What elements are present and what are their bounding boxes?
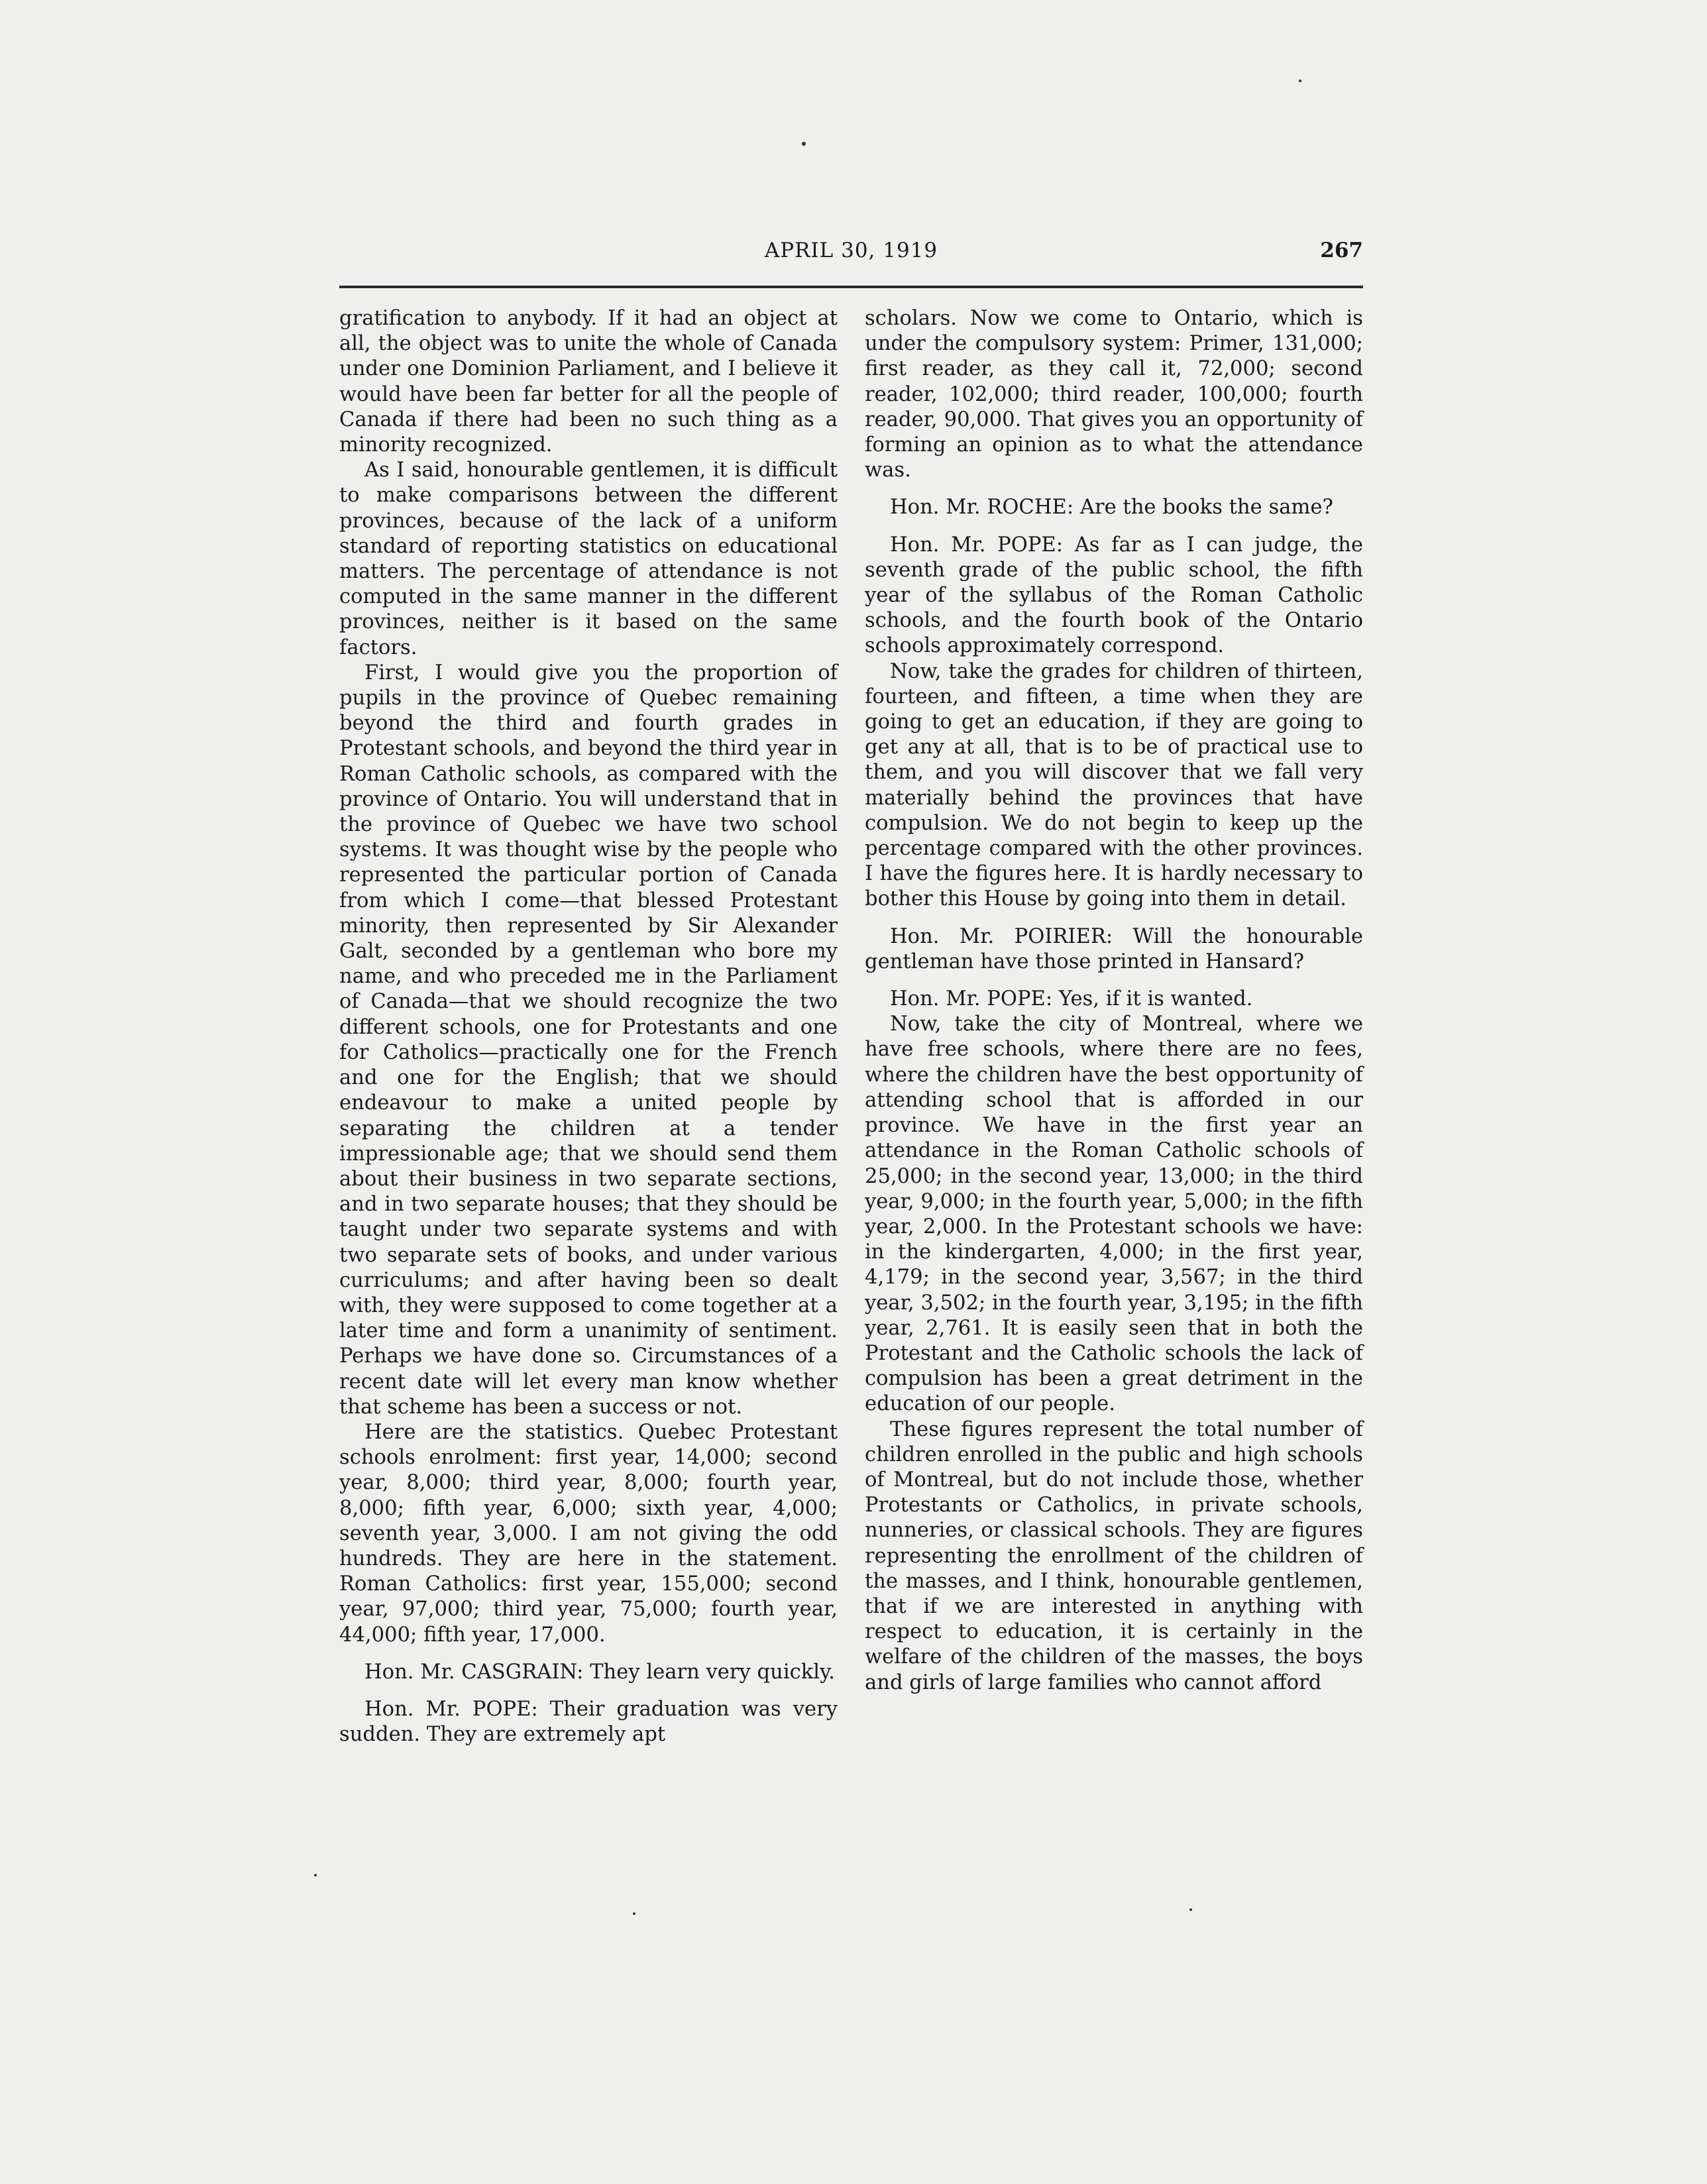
speaker-paragraph: Hon. Mr. POPE: Their graduation was very sudden. They are extremely apt [339, 1697, 838, 1747]
paragraph: Here are the statistics. Quebec Protestant schools enrolment: first year, 14,000; second year, 8,000; third year, 8,000; fourth year, 8,000; fifth year, 6,000; sixth year, 4,000; seventh year, 3,000. I am not giving the odd hundreds. They are here in the statement. Roman Catholics: first year, 155,000; second year, 97,000; third year, 75,000; fourth year, 44,000; fifth year, 17,000. [339, 1420, 838, 1647]
speaker-paragraph: Hon. Mr. POPE: Yes, if it is wanted. [890, 987, 1253, 1011]
speaker-paragraph: Hon. Mr. ROCHE: Are the books the same? [890, 496, 1333, 519]
page-number: 267 [1320, 239, 1363, 262]
speck-mark [314, 1874, 317, 1877]
header-date: APRIL 30, 1919 [764, 239, 938, 262]
paragraph: These figures represent the total number of children enrolled in the public and high schools of Montreal, but do not include those, whether Protestants or Catholics, in private schools, nunneries, or classical schools. They are figures representing the enrollment of the children of the masses, and I think, honourable gentlemen, that if we are interested in anything with respect to education, it is certainly in the welfare of the children of the masses, the boys and girls of large families who cannot afford [865, 1417, 1363, 1694]
paragraph: As I said, honourable gentlemen, it is difficult to make comparisons between the different provinces, because of the lack of a uniform standard of reporting statistics on educational matters. The percentage of attendance is not computed in the same manner in the different provinces, neither is it based on the same factors. [339, 459, 838, 659]
paragraph: Now, take the grades for children of thirteen, fourteen, and fifteen, a time when they are going to get an education, if they are going to get any at all, that is to be of practical use to them, and you will discover that we fall very materially behind the provinces that have compulsion. We do not begin to keep up the percentage compared with the other provinces. I have the figures here. It is hardly necessary to bother this House by going into them in detail. [865, 659, 1363, 911]
left-column [339, 306, 838, 1747]
speaker-paragraph: Hon. Mr. CASGRAIN: They learn very quickly. [364, 1660, 836, 1684]
paragraph: scholars. Now we come to Ontario, which is under the compulsory system: Primer, 131,000; first reader, as they call it, 72,000; second reader, 102,000; third reader, 100,000; fourth reader, 90,000. That gives you an opportunity of forming an opinion as to what the attendance was. [865, 307, 1363, 482]
speck-mark [633, 1912, 635, 1915]
speaker-paragraph: Hon. Mr. POPE: As far as I can judge, the seventh grade of the public school, the fifth year of the syllabus of the Roman Catholic schools, and the fourth book of the Ontario schools approximately correspond. [865, 533, 1363, 658]
header-rule [339, 286, 1363, 288]
paragraph: Now, take the city of Montreal, where we have free schools, where there are no fees, where the children have the best opportunity of attending school that is afforded in our province. We have in the first year an attendance in the Roman Catholic schools of 25,000; in the second year, 13,000; in the third year, 9,000; in the fourth year, 5,000; in the fifth year, 2,000. In the Protestant schools we have: in the kindergarten, 4,000; in the first year, 4,179; in the second year, 3,567; in the third year, 3,502; in the fourth year, 3,195; in the fifth year, 2,761. It is easily seen that in both the Protestant and the Catholic schools the lack of compulsion has been a great detriment in the education of our people. [865, 1012, 1363, 1416]
right-column [865, 306, 1363, 1696]
speaker-paragraph: Hon. Mr. POIRIER: Will the honourable gentleman have those printed in Hansard? [865, 924, 1363, 973]
paragraph: First, I would give you the proportion of pupils in the province of Quebec remaining beyond the third and fourth grades in Protestant schools, and beyond the third year in Roman Catholic schools, as compared with the province of Ontario. You will understand that in the province of Quebec we have two school systems. It was thought wise by the people who represented the particular portion of Canada from which I come—that blessed Protestant minority, then represented by Sir Alexander Galt, seconded by a gentleman who bore my name, and who preceded me in the Parliament of Canada—that we should recognize the two different schools, one for Protestants and one for Catholics—practically one for the French and one for the English; that we should endeavour to make a united people by separating the children at a tender impressionable age; that we should send them about their business in two separate sections, and in two separate houses; that they should be taught under two separate systems and with two separate sets of books, and under various curriculums; and after having been so dealt with, they were supposed to come together at a later time and form a unanimity of sentiment. Perhaps we have done so. Circumstances of a recent date will let every man know whether that scheme has been a success or not. [339, 661, 838, 1419]
speck-mark [1299, 80, 1301, 82]
speck-mark [1189, 1908, 1192, 1911]
page-header [339, 239, 1363, 268]
speck-mark [802, 142, 806, 146]
paragraph: gratification to anybody. If it had an object at all, the object was to unite the whole of Canada under one Dominion Parliament, and I believe it would have been far better for all the people of Canada if there had been no such thing as a minority recognized. [339, 307, 838, 457]
